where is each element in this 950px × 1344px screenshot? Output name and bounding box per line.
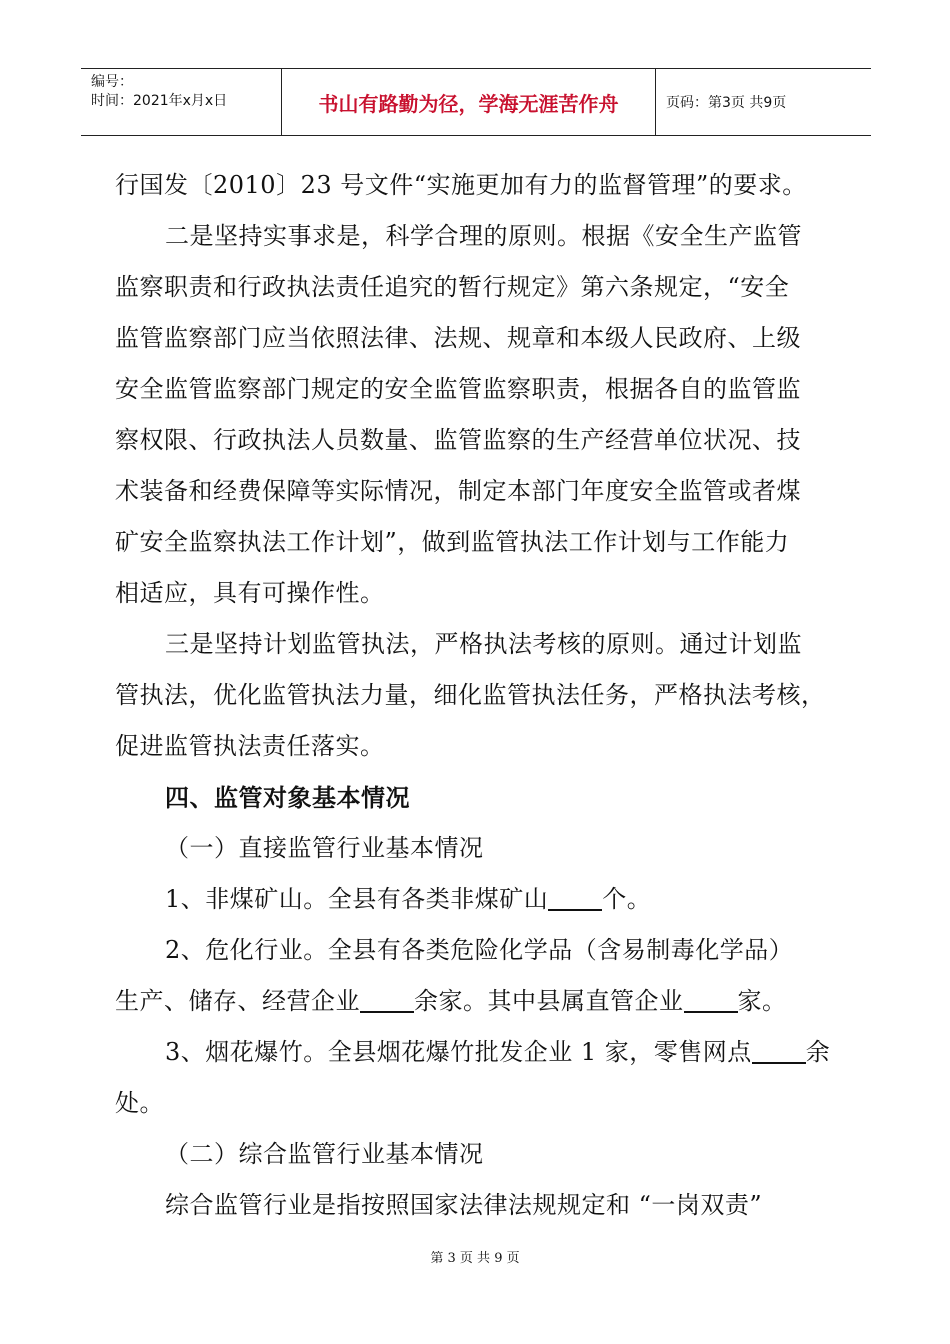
document-body xyxy=(115,160,850,1231)
fill-blank xyxy=(684,989,738,1013)
paragraph-line: 二是坚持实事求是，科学合理的原则。根据《安全生产监管 xyxy=(165,222,802,250)
line-segment: 3、烟花爆竹。全县烟花爆竹批发企业 1 家，零售网点 xyxy=(165,1038,752,1066)
line-segment: 家。 xyxy=(737,987,787,1015)
paragraph-line xyxy=(115,976,850,1027)
paragraph-line: 监管监察部门应当依照法律、法规、规章和本级人民政府、上级 xyxy=(115,324,801,352)
paragraph-line: 监察职责和行政执法责任追究的暂行规定》第六条规定，“安全 xyxy=(115,273,790,301)
line-segment: 个。 xyxy=(602,885,652,913)
paragraph-line xyxy=(115,874,850,925)
subsection-heading: （一）直接监管行业基本情况 xyxy=(165,834,484,862)
page-footer: 第 3 页 共 9 页 xyxy=(430,1251,520,1266)
line-segment: 余家。其中县属直管企业 xyxy=(414,987,684,1015)
line-segment: 1、非煤矿山。全县有各类非煤矿山 xyxy=(165,885,549,913)
paragraph-line: 促进监管执法责任落实。 xyxy=(115,732,385,760)
header-meta xyxy=(81,69,282,135)
paragraph-line: 相适应，具有可操作性。 xyxy=(115,579,385,607)
line-segment: 余 xyxy=(805,1038,831,1066)
fill-blank xyxy=(360,989,414,1013)
paragraph-line: 行国发〔2010〕23 号文件“实施更加有力的监督管理”的要求。 xyxy=(115,171,807,199)
paragraph-line xyxy=(115,1027,850,1078)
header-number: 编号： xyxy=(91,74,133,90)
fill-blank xyxy=(752,1040,806,1064)
fill-blank xyxy=(548,887,602,911)
paragraph-line: 2、危化行业。全县有各类危险化学品（含易制毒化学品） xyxy=(165,936,794,964)
paragraph-line: 术装备和经费保障等实际情况，制定本部门年度安全监管或者煤 xyxy=(115,477,801,505)
header-motto: 书山有路勤为径，学海无涯苦作舟 xyxy=(282,69,656,135)
paragraph-line: 三是坚持计划监管执法，严格执法考核的原则。通过计划监 xyxy=(165,630,802,658)
paragraph-line: 管执法，优化监管执法力量，细化监管执法任务，严格执法考核， xyxy=(115,681,826,709)
subsection-heading: （二）综合监管行业基本情况 xyxy=(165,1140,484,1168)
paragraph-line: 综合监管行业是指按照国家法律法规规定和 “一岗双责” xyxy=(165,1191,763,1219)
paragraph-line: 安全监管监察部门规定的安全监管监察职责，根据各自的监管监 xyxy=(115,375,801,403)
paragraph-line: 察权限、行政执法人员数量、监管监察的生产经营单位状况、技 xyxy=(115,426,801,454)
paragraph-line: 矿安全监察执法工作计划”，做到监管执法工作计划与工作能力 xyxy=(115,528,790,556)
paragraph-line: 处。 xyxy=(115,1089,164,1117)
document-header xyxy=(81,68,871,136)
line-segment: 生产、储存、经营企业 xyxy=(115,987,360,1015)
header-date: 时间：2021年x月x日 xyxy=(91,93,228,109)
section-heading: 四、监管对象基本情况 xyxy=(165,783,410,812)
header-page-code: 页码：第3页 共9页 xyxy=(666,95,787,111)
